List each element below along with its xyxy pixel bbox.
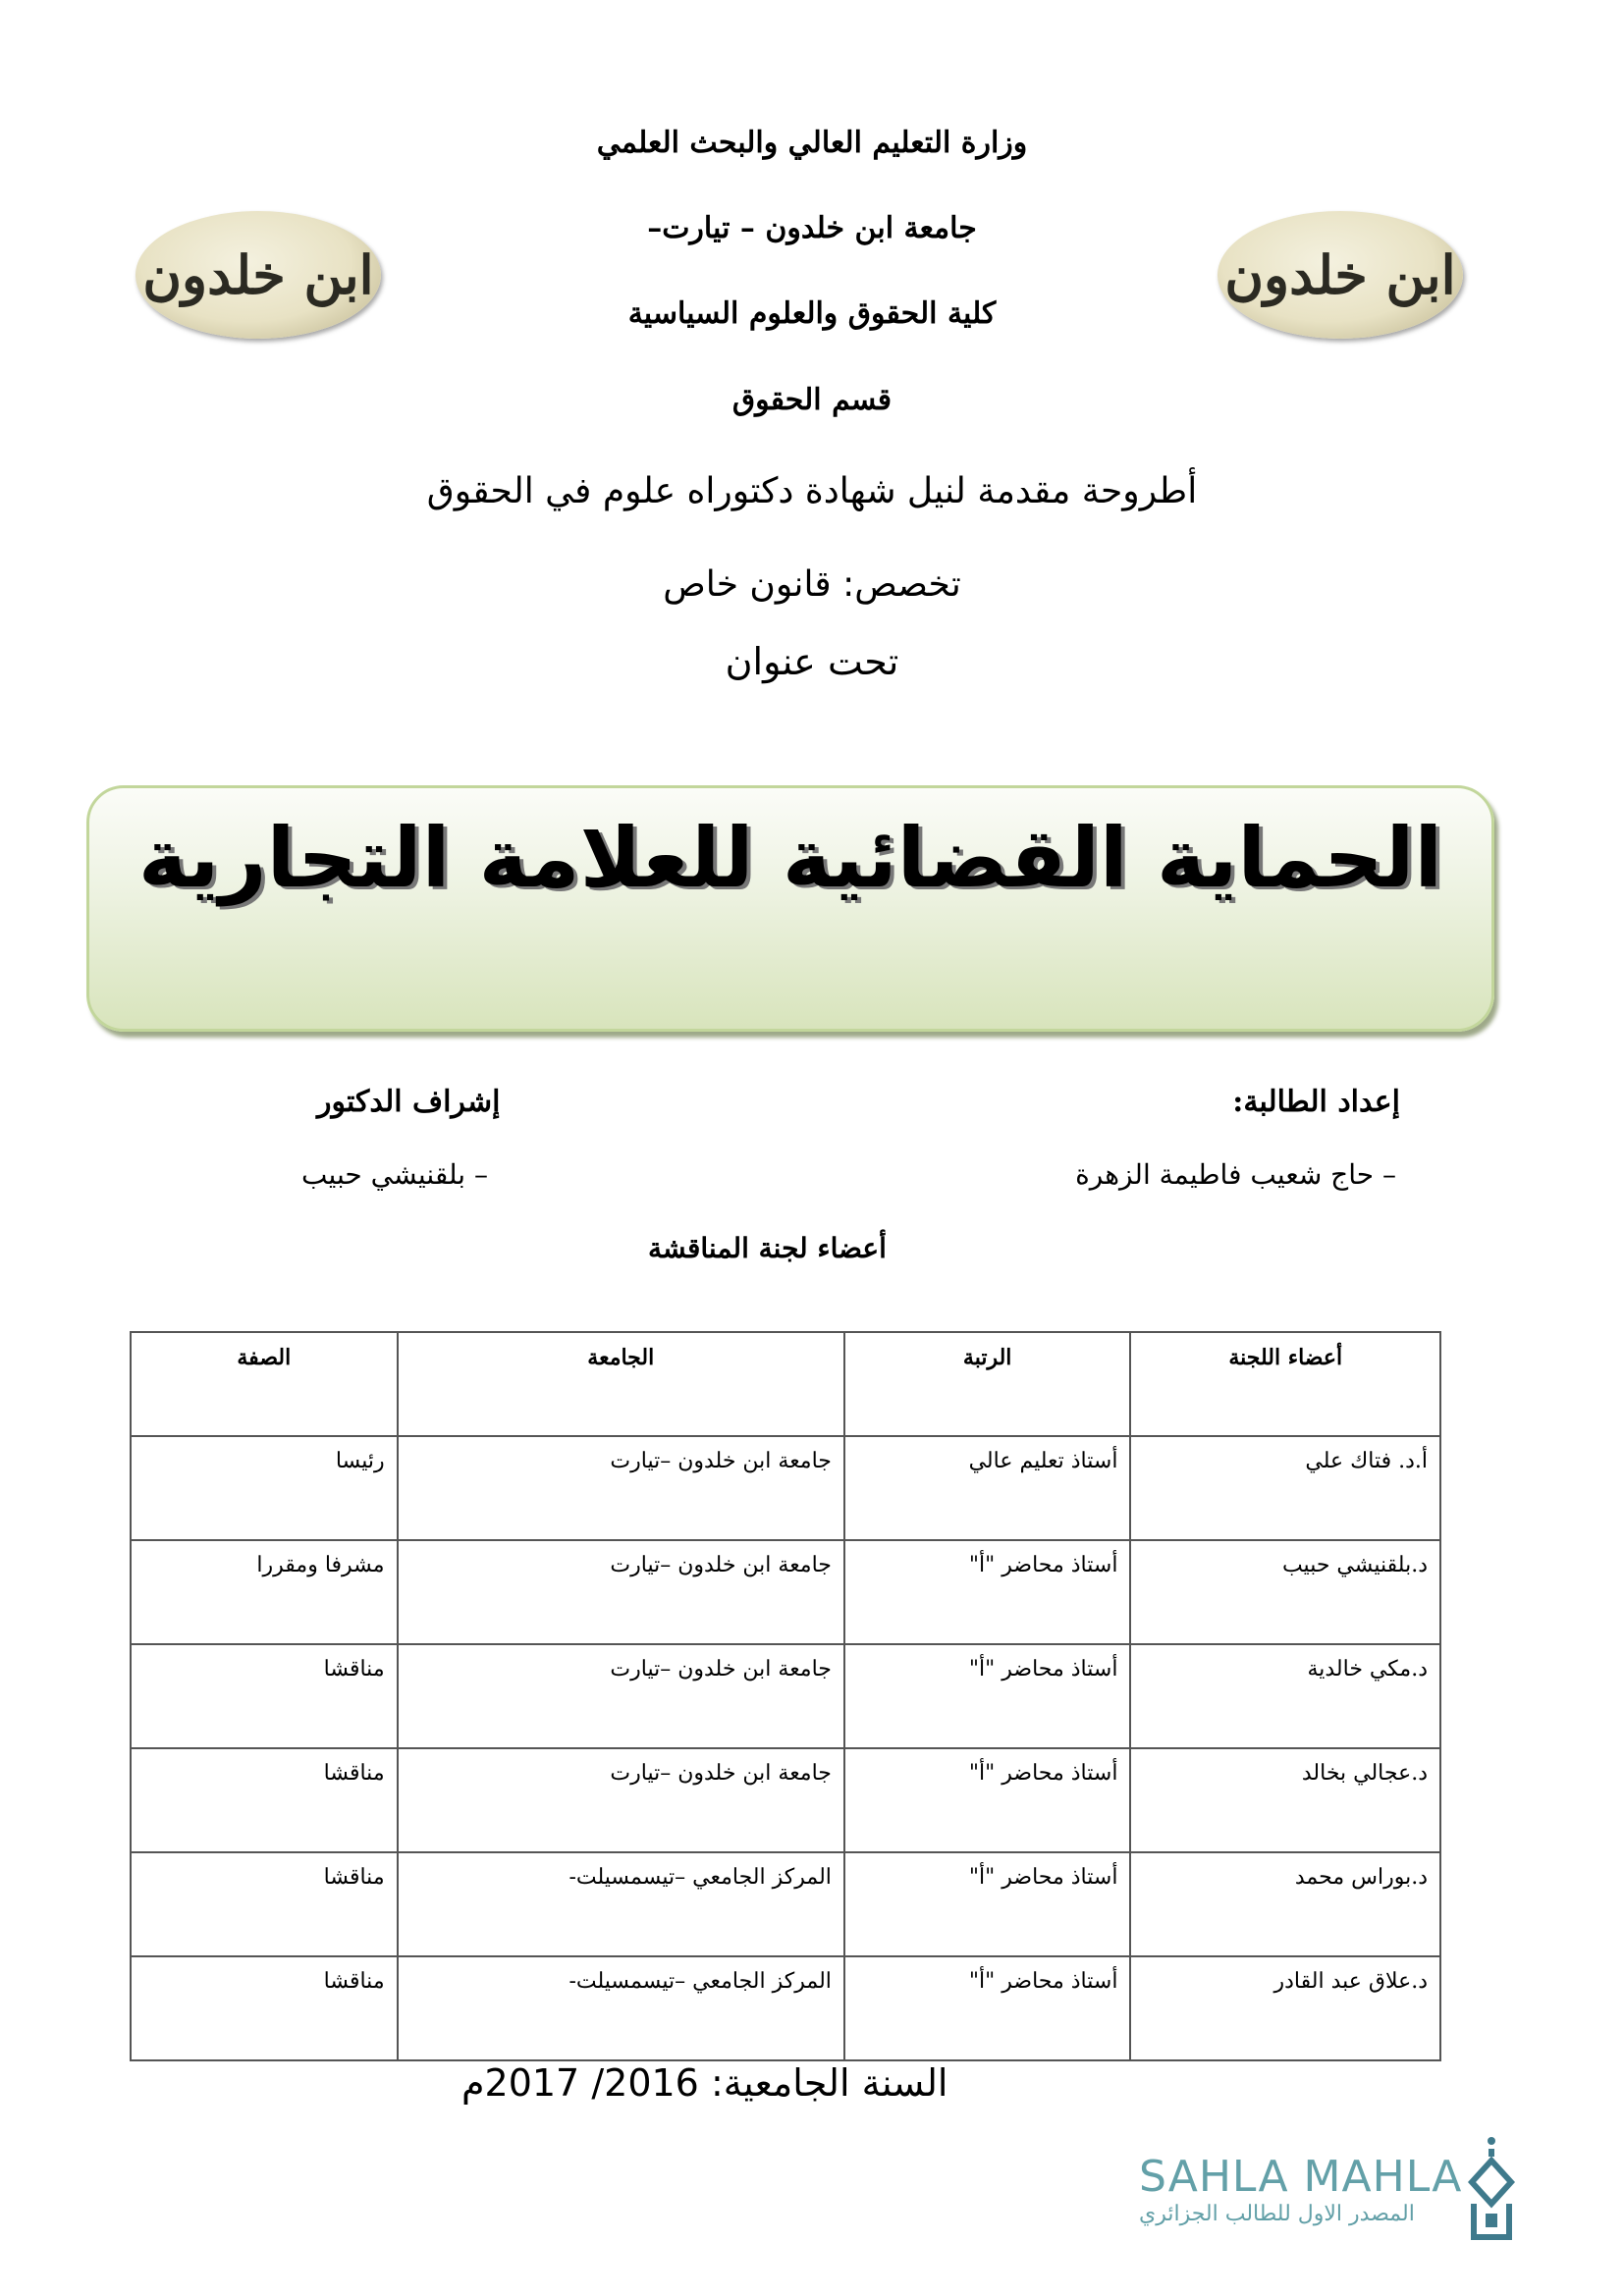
under-title-label: تحت عنوان xyxy=(725,640,899,683)
member-role: مناقشا xyxy=(131,1748,398,1852)
student-label: إعداد الطالبة: xyxy=(1232,1085,1400,1119)
member-rank: أستاذ محاضر "أ" xyxy=(844,1956,1131,2060)
member-role: مناقشا xyxy=(131,1644,398,1748)
thesis-title: الحماية القضائية للعلامة التجارية xyxy=(137,810,1443,906)
column-header: أعضاء اللجنة xyxy=(1130,1332,1440,1436)
table-row xyxy=(131,1436,1440,1540)
member-name: د.علاق عبد القادر xyxy=(1130,1956,1440,2060)
watermark-brand: SAHLA MAHLA xyxy=(1139,2152,1463,2202)
faculty-name: كلية الحقوق والعلوم السياسية xyxy=(627,296,997,331)
table-row xyxy=(131,1852,1440,1956)
table-row xyxy=(131,1956,1440,2060)
member-university: المركز الجامعي –تيسمسيلت- xyxy=(398,1956,844,2060)
member-university: جامعة ابن خلدون –تيارت xyxy=(398,1436,844,1540)
ministry-name: وزارة التعليم العالي والبحث العلمي xyxy=(596,126,1028,160)
table-row xyxy=(131,1540,1440,1644)
column-header: الصفة xyxy=(131,1332,398,1436)
university-name: جامعة ابن خلدون – تيارت– xyxy=(647,211,977,245)
member-role: مناقشا xyxy=(131,1852,398,1956)
logo-calligraphy: ابن خلدون xyxy=(1224,243,1456,306)
sahla-mahla-watermark xyxy=(1139,2135,1551,2243)
member-university: جامعة ابن خلدون –تيارت xyxy=(398,1748,844,1852)
department-name: قسم الحقوق xyxy=(731,383,893,417)
table-row xyxy=(131,1644,1440,1748)
member-name: أ.د. فتاك علي xyxy=(1130,1436,1440,1540)
supervisor-name: – بلقنيشي حبيب xyxy=(301,1158,488,1191)
member-rank: أستاذ محاضر "أ" xyxy=(844,1644,1131,1748)
member-name: د.بلقنيشي حبيب xyxy=(1130,1540,1440,1644)
logo-calligraphy: ابن خلدون xyxy=(142,243,374,306)
committee-title: أعضاء لجنة المناقشة xyxy=(648,1232,887,1264)
sahla-mahla-logo-icon xyxy=(1468,2135,1515,2243)
table-header-row xyxy=(131,1332,1440,1436)
member-name: د.عجالي بخالد xyxy=(1130,1748,1440,1852)
thesis-title-box xyxy=(86,785,1494,1032)
thesis-purpose: أطروحة مقدمة لنيل شهادة دكتوراه علوم في الحقوق xyxy=(426,471,1198,511)
column-header: الرتبة xyxy=(844,1332,1131,1436)
thesis-specialty: تخصص: قانون خاص xyxy=(663,564,961,605)
committee-table xyxy=(130,1331,1441,2061)
member-university: جامعة ابن خلدون –تيارت xyxy=(398,1644,844,1748)
member-university: المركز الجامعي –تيسمسيلت- xyxy=(398,1852,844,1956)
supervisor-label: إشراف الدكتور xyxy=(317,1085,501,1119)
table-row xyxy=(131,1748,1440,1852)
member-university: جامعة ابن خلدون –تيارت xyxy=(398,1540,844,1644)
member-role: مشرفا ومقررا xyxy=(131,1540,398,1644)
column-header: الجامعة xyxy=(398,1332,844,1436)
watermark-tagline: المصدر الاول للطالب الجزائري xyxy=(1139,2202,1415,2226)
member-role: رئيسا xyxy=(131,1436,398,1540)
member-name: د.مكي خالدية xyxy=(1130,1644,1440,1748)
member-rank: أستاذ تعليم عالي xyxy=(844,1436,1131,1540)
member-rank: أستاذ محاضر "أ" xyxy=(844,1748,1131,1852)
academic-year: السنة الجامعية: 2016/ 2017م xyxy=(461,2061,948,2105)
member-name: د.بوراس محمد xyxy=(1130,1852,1440,1956)
member-rank: أستاذ محاضر "أ" xyxy=(844,1540,1131,1644)
student-name: – حاج شعيب فاطيمة الزهرة xyxy=(1075,1158,1396,1191)
member-role: مناقشا xyxy=(131,1956,398,2060)
member-rank: أستاذ محاضر "أ" xyxy=(844,1852,1131,1956)
